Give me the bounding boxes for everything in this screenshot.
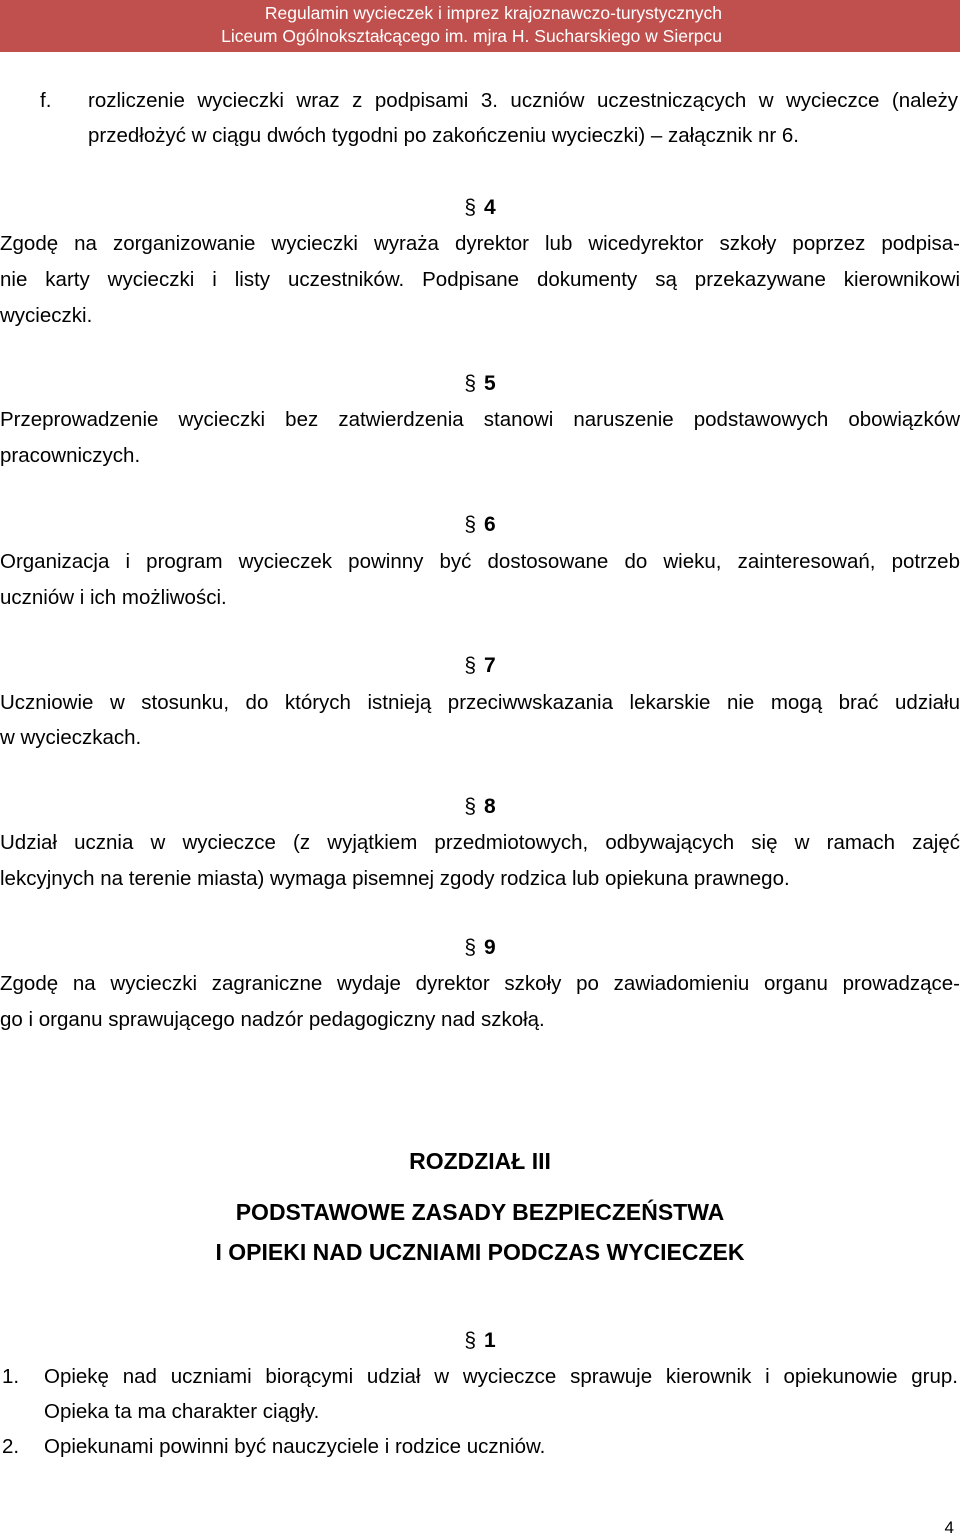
section-symbol: §: [464, 654, 476, 677]
section-symbol: §: [464, 795, 476, 818]
text-line: Zgodę na zorganizowanie wycieczki wyraża dyrektor lub wicedyrektor szkoły poprzez podpisa-: [0, 232, 960, 255]
text-line: Opiekę nad uczniami biorącymi udział w wycieczce sprawuje kierownik i opiekunowie grup.: [44, 1365, 958, 1388]
header-title: Regulamin wycieczek i imprez krajoznawczo-turystycznych: [264, 3, 722, 23]
text-line: uczniów i ich możliwości.: [0, 586, 227, 609]
list-marker: f.: [40, 89, 52, 112]
section-heading-8: [0, 793, 960, 821]
section-number: 4: [484, 196, 496, 219]
text-line: Zgodę na wycieczki zagraniczne wydaje dyrektor szkoły po zawiadomieniu organu prowadzące-: [0, 972, 960, 995]
section-heading-9: [0, 934, 960, 962]
text-line: go i organu sprawującego nadzór pedagogiczny nad szkołą.: [0, 1008, 545, 1031]
section-number: 1: [484, 1329, 496, 1352]
text-line: Organizacja i program wycieczek powinny być dostosowane do wieku, zainteresowań, potrzeb: [0, 550, 960, 573]
text-line: nie karty wycieczki i listy uczestników. Podpisane dokumenty są przekazywane kierownikowi: [0, 268, 960, 291]
section-symbol: §: [464, 196, 476, 219]
header-school: Liceum Ogólnokształcącego im. mjra H. Sucharskiego w Sierpcu: [221, 26, 722, 46]
page-number: 4: [944, 1518, 954, 1537]
section-heading-4: [0, 194, 960, 222]
section-number: 7: [484, 654, 496, 677]
section-heading-7: [0, 652, 960, 680]
list-marker: 2.: [2, 1435, 20, 1458]
section-symbol: §: [464, 513, 476, 536]
text-line: pracowniczych.: [0, 444, 141, 467]
text-line: w wycieczkach.: [0, 726, 142, 749]
chapter-title-line-2: I OPIEKI NAD UCZNIAMI PODCZAS WYCIECZEK: [215, 1239, 745, 1265]
section-number: 5: [484, 372, 496, 395]
text-line: Przeprowadzenie wycieczki bez zatwierdzenia stanowi naruszenie podstawowych obowiązków: [0, 408, 960, 431]
section-symbol: §: [464, 372, 476, 395]
section-number: 9: [484, 936, 496, 959]
text-line: rozliczenie wycieczki wraz z podpisami 3. uczniów uczestniczących w wycieczce (należy: [88, 89, 958, 112]
text-line: Opieka ta ma charakter ciągły.: [44, 1400, 320, 1423]
list-marker: 1.: [2, 1365, 20, 1388]
text-line: przedłożyć w ciągu dwóch tygodni po zakończeniu wycieczki) – załącznik nr 6.: [88, 124, 800, 147]
section-symbol: §: [464, 936, 476, 959]
section-heading-1: [0, 1327, 960, 1355]
section-heading-5: [0, 370, 960, 398]
section-number: 8: [484, 795, 496, 818]
chapter-label: ROZDZIAŁ III: [409, 1148, 551, 1174]
text-line: Udział ucznia w wycieczce (z wyjątkiem przedmiotowych, odbywających się w ramach zajęć: [0, 831, 960, 854]
section-number: 6: [484, 513, 496, 536]
text-line: wycieczki.: [0, 304, 93, 327]
text-line: Opiekunami powinni być nauczyciele i rodzice uczniów.: [44, 1435, 546, 1458]
section-heading-6: [0, 511, 960, 539]
text-line: Uczniowie w stosunku, do których istnieją przeciwwskazania lekarskie nie mogą brać udziału: [0, 691, 960, 714]
section-symbol: §: [464, 1329, 476, 1352]
chapter-title-line-1: PODSTAWOWE ZASADY BEZPIECZEŃSTWA: [235, 1199, 725, 1225]
page-header: [0, 0, 960, 52]
text-line: lekcyjnych na terenie miasta) wymaga pisemnej zgody rodzica lub opiekuna prawnego.: [0, 867, 790, 890]
